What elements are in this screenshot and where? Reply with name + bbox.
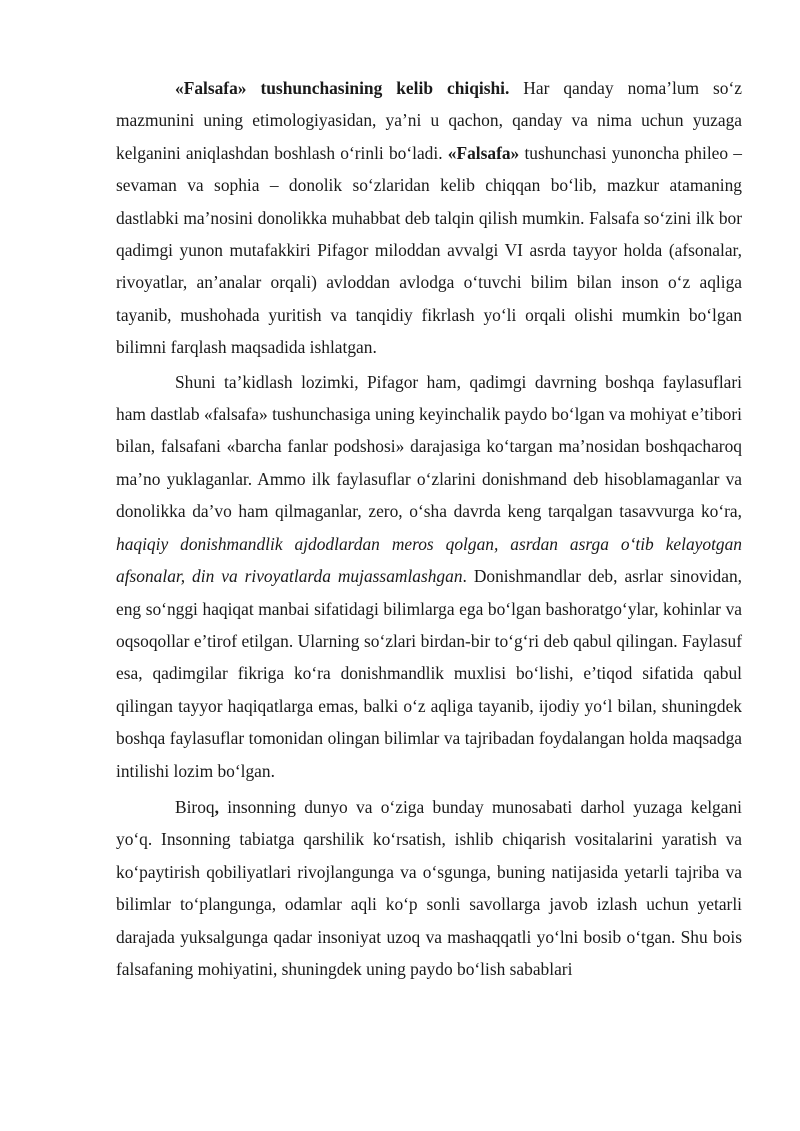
text-run: Biroq (175, 796, 215, 817)
text-run: tushunchasi yunoncha phileo – sevaman va sophia – donolik so‘zlaridan kelib chiqqan bo‘lib, mazkur atamaning dastlabki ma’nosini donolikka muhabbat deb talqin qilish mumkin. Falsafa so‘zini ilk bor qadimgi yunon mutafakkiri Pifagor miloddan avvalgi VI asrda tayyor holda (afsonalar, rivoyatlar, an’analar orqali) avloddan avlodga o‘tuvchi bilim bilan inson o‘z aqliga tayanib, mushohada yuritish va tanqidiy fikrlash yo‘li orqali olishi mumkin bo‘lgan bilimni farqlash maqsadida ishlatgan. (116, 142, 742, 358)
term-falsafa: «Falsafa» (447, 142, 520, 163)
text-run: Shuni ta’kidlash lozimki, Pifagor ham, qadimgi davrning boshqa faylasuflari ham dastlab «falsafa» tushunchasiga uning keyinchalik paydo bo‘lgan va mohiyat e’tibori bilan, falsafani «barcha fanlar podshosi» darajasiga ko‘targan ma’nosidan boshqacharoq ma’no yuklaganlar. Ammo ilk faylasuflar o‘zlarini donishmand deb hisoblamaganlar va donolikka da’vo ham qilmaganlar, zero, o‘sha davrda keng tarqalgan tasavvurga ko‘ra, (116, 371, 742, 522)
section-heading: «Falsafa» tushunchasining kelib chiqishi. (175, 78, 510, 98)
paragraph-early-philosophers (116, 366, 742, 787)
bold-comma: , (214, 796, 219, 817)
document-page (116, 72, 742, 985)
text-run: Har qanday noma’lum so‘z mazmunini uning etimologiyasidan, ya’ni u qachon, qanday va nima uchun yuzaga kelganini aniqlashdan boshlash o‘rinli bo‘ladi. (116, 78, 743, 163)
text-run: insonning dunyo va o‘ziga bunday munosabati darhol yuzaga kelgani yo‘q. Insonning tabiatga qarshilik ko‘rsatish, ishlib chiqarish vositalarini yaratish va ko‘paytirish qobiliyatlari rivojlangunga va o‘sgunga, buning natijasida yetarli tajriba va bilimlar to‘plangunga, odamlar aqli ko‘p sonli savollarga javob izlash uchun yetarli darajada yuksalgunga qadar insoniyat uzoq va mashaqqatli yo‘lni bosib o‘tgan. Shu bois falsafaning mohiyatini, shuningdek uning paydo bo‘lish sabablari (116, 796, 742, 979)
italic-emphasis: haqiqiy donishmandlik ajdodlardan meros qolgan, asrdan asrga o‘tib kelayotgan afsonalar, din va rivoyatlarda mujassamlashgan (116, 533, 742, 587)
text-run: . Donishmandlar deb, asrlar sinovidan, eng so‘nggi haqiqat manbai sifatidagi bilimlarga ega bo‘lgan bashoratgo‘ylar, kohinlar va oqsoqollar e’tirof etilgan. Ularning so‘zlari birdan-bir to‘g‘ri deb qabul qilingan. Faylasuf esa, qadimgilar fikriga ko‘ra donishmandlik muxlisi bo‘lishi, e’tiqod sifatida qabul qilingan tayyor haqiqatlarga emas, balki o‘z aqliga tayanib, ijodiy yo‘l bilan, shuningdek boshqa faylasuflar tomonidan olingan bilimlar va tajribadan foydalangan holda maqsadga intilishi lozim bo‘lgan. (116, 566, 742, 781)
paragraph-human-attitude (116, 791, 742, 985)
paragraph-origin-of-falsafa (116, 72, 742, 364)
